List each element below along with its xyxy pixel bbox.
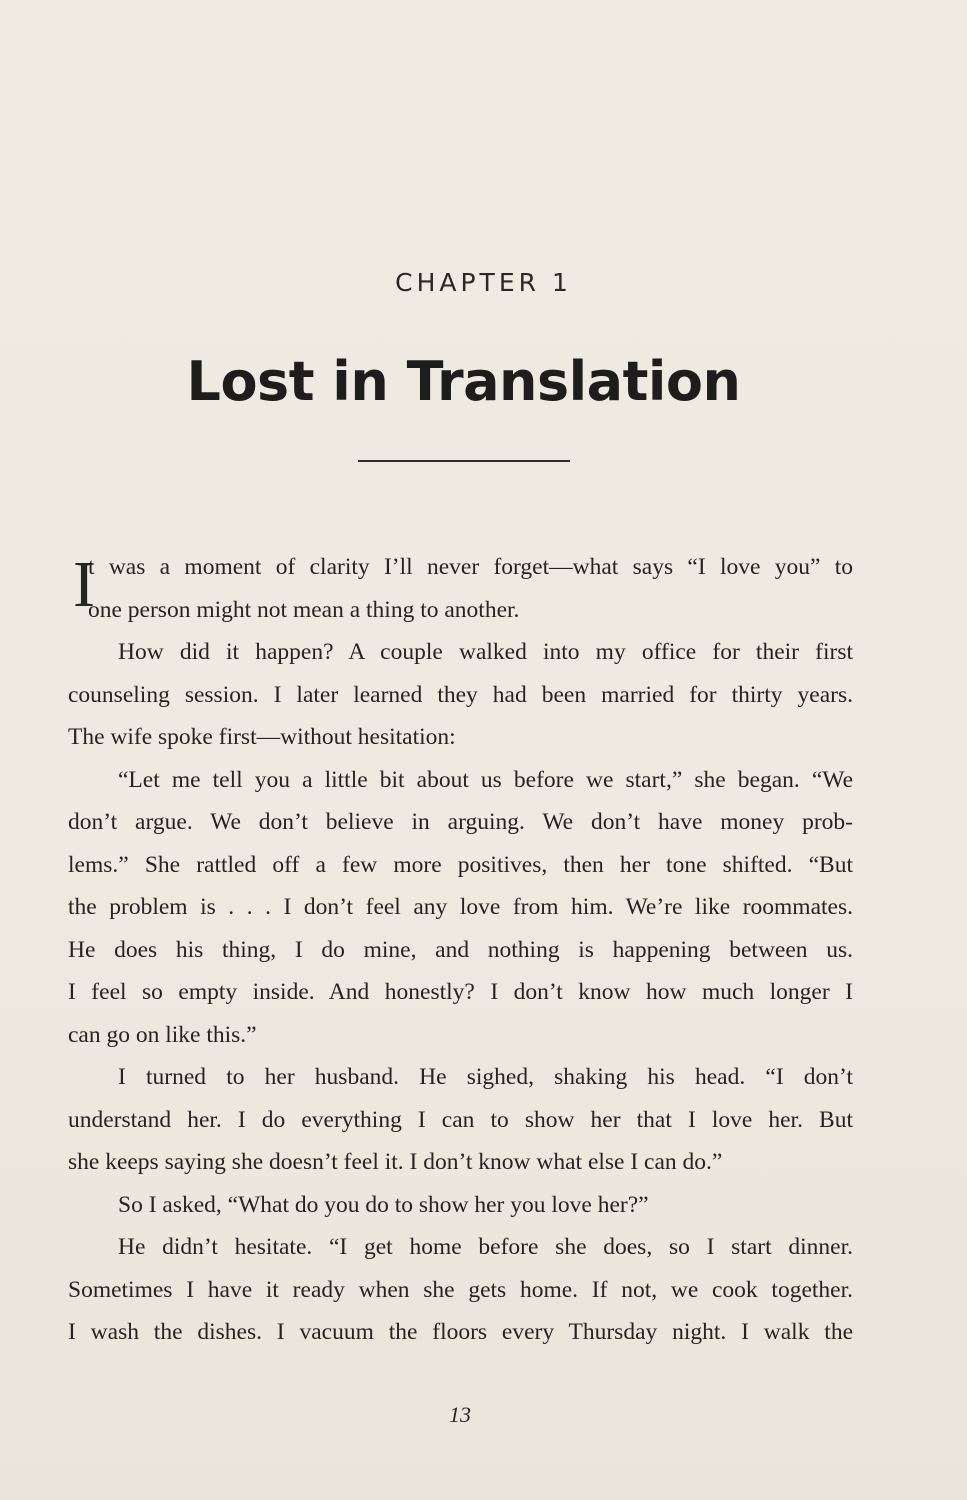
body-line: He didn’t hesitate. “I get home before she does, so I start dinner. (118, 1234, 853, 1260)
body-line: understand her. I do everything I can to show her that I love her. But (68, 1106, 853, 1133)
body-line: one person might not mean a thing to another. (88, 596, 520, 623)
body-line: I feel so empty inside. And honestly? I don’t know how much longer I (68, 979, 853, 1005)
body-line: The wife spoke first—without hesitation: (68, 724, 456, 750)
drop-cap: I (73, 548, 95, 621)
body-line: “Let me tell you a little bit about us before we start,” she began. “We (118, 766, 853, 793)
body-line: How did it happen? A couple walked into my office for their first (118, 639, 853, 665)
body-line: He does his thing, I do mine, and nothing is happening between us. (68, 936, 853, 963)
body-line: So I asked, “What do you do to show her you love her?” (118, 1191, 649, 1218)
page-number: 13 (449, 1402, 471, 1427)
body-line: don’t argue. We don’t believe in arguing. We don’t have money prob- (68, 809, 853, 835)
body-line: counseling session. I later learned they had been married for thirty years. (68, 681, 853, 708)
body-line: I turned to her husband. He sighed, shaking his head. “I don’t (118, 1064, 853, 1090)
body-text (68, 546, 853, 1354)
chapter-label: CHAPTER 1 (395, 268, 572, 297)
body-line: I wash the dishes. I vacuum the floors every Thursday night. I walk the (68, 1319, 853, 1345)
body-line: Sometimes I have it ready when she gets home. If not, we cook together. (68, 1276, 853, 1303)
body-line: lems.” She rattled off a few more positives, then her tone shifted. “But (68, 851, 853, 878)
body-line: can go on like this.” (68, 1021, 257, 1048)
title-divider (358, 460, 570, 462)
chapter-title: Lost in Translation (186, 350, 741, 413)
body-line: t was a moment of clarity I’ll never forget—what says “I love you” to (88, 554, 853, 580)
body-line: the problem is . . . I don’t feel any love from him. We’re like roommates. (68, 894, 853, 920)
body-line: she keeps saying she doesn’t feel it. I don’t know what else I can do.” (68, 1149, 723, 1175)
